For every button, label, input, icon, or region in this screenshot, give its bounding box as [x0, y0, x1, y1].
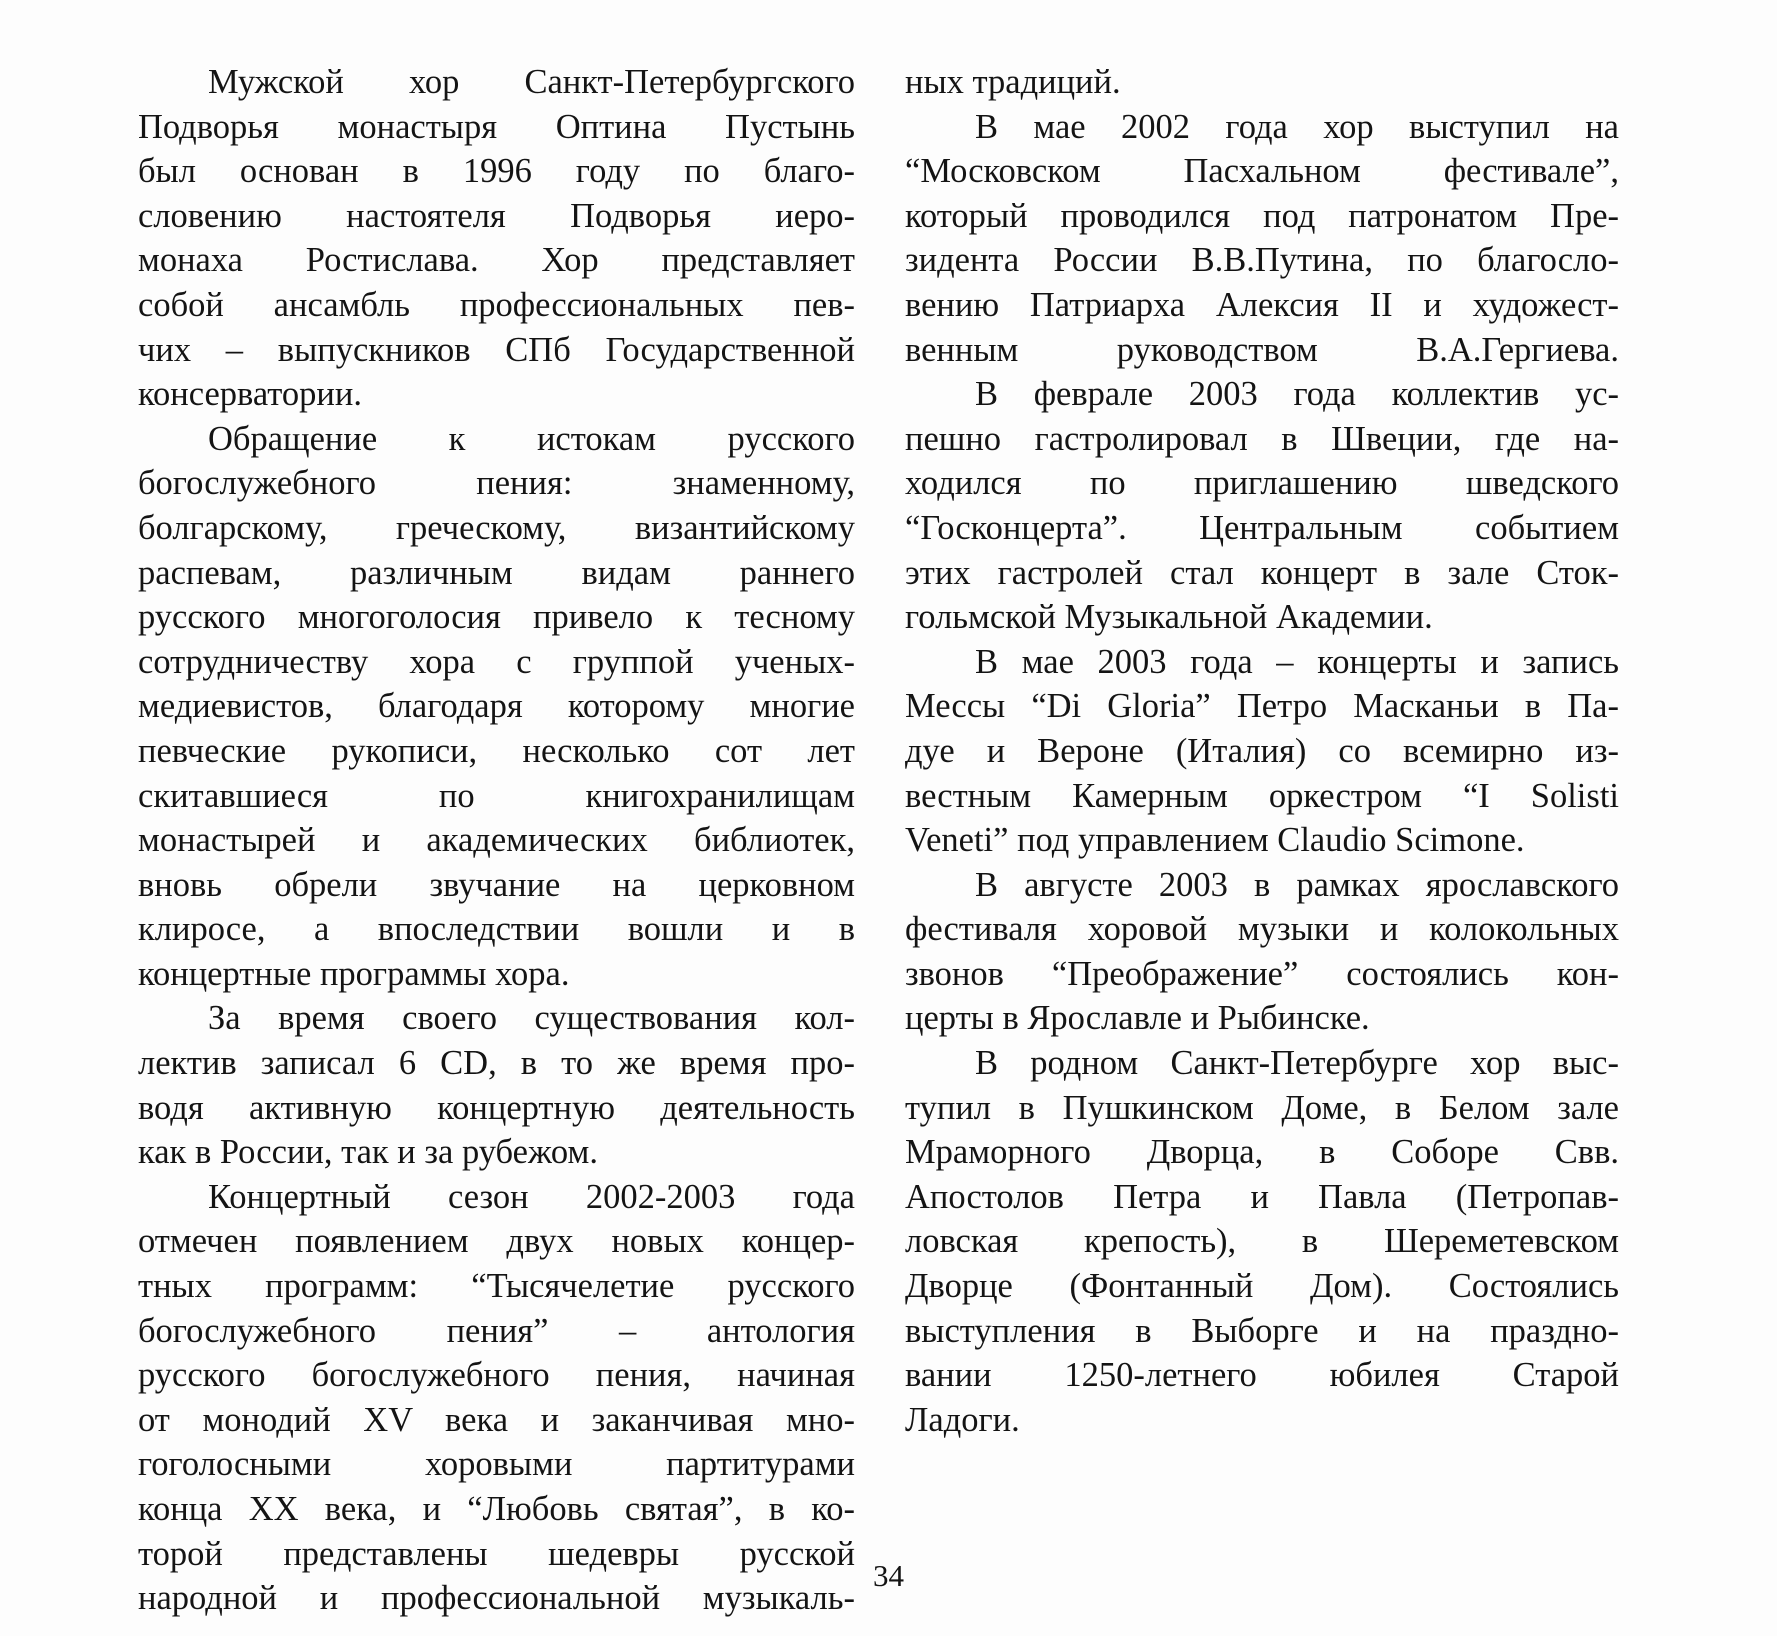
text-line: гольмской Музыкальной Академии. [905, 598, 1433, 637]
text-line: “Московском Пасхальном фестивале”, [905, 152, 1619, 191]
text-line: ходился по приглашению шведского [905, 464, 1619, 503]
text-line: вновь обрели звучание на церковном [138, 865, 855, 904]
text-line: Мужской хор Санкт-Петербургского [208, 63, 855, 101]
text-line: Мессы “Di Gloria” Петро Масканьи в Па- [905, 687, 1619, 726]
text-line: от монодий XV века и заканчивая мно- [138, 1400, 855, 1439]
text-line: вании 1250-летнего юбилея Старой [905, 1356, 1619, 1395]
text-line: клиросе, а впоследствии вошли и в [138, 910, 855, 949]
text-line: выступления в Выборге и на праздно- [905, 1311, 1619, 1350]
text-line: Концертный сезон 2002-2003 года [208, 1177, 855, 1216]
text-line: звонов “Преображение” состоялись кон- [905, 954, 1619, 993]
text-line: Подворья монастыря Оптина Пустынь [138, 107, 855, 146]
text-line: болгарскому, греческому, византийскому [138, 508, 855, 547]
text-line: лектив записал 6 CD, в то же время про- [138, 1044, 855, 1083]
text-line: чих – выпускников СПб Государственной [138, 330, 855, 369]
page-number: 34 [873, 1558, 904, 1593]
text-line: скитавшиеся по книгохранилищам [138, 776, 855, 815]
text-line: В феврале 2003 года коллектив ус- [975, 375, 1619, 414]
text-line: водя активную концертную деятельность [138, 1088, 855, 1127]
text-line: собой ансамбль профессиональных пев- [138, 285, 855, 324]
text-line: тупил в Пушкинском Доме, в Белом зале [905, 1088, 1619, 1127]
text-line: словению настоятеля Подворья иеро- [138, 196, 855, 235]
text-line: торой представлены шедевры русской [138, 1534, 855, 1573]
text-line: ных традиций. [905, 63, 1121, 101]
text-line: “Госконцерта”. Центральным событием [905, 508, 1619, 547]
text-line: Дворце (Фонтанный Дом). Состоялись [905, 1267, 1619, 1306]
text-line: этих гастролей стал концерт в зале Сток- [905, 553, 1619, 592]
text-line: В родном Санкт-Петербурге хор выс- [975, 1044, 1619, 1083]
text-line: вестным Камерным оркестром “I Solisti [905, 776, 1619, 815]
text-line: отмечен появлением двух новых концер- [138, 1222, 855, 1261]
left-text-column [138, 60, 855, 1621]
text-line: пешно гастролировал в Швеции, где на- [905, 419, 1619, 458]
text-line: который проводился под патронатом Пре- [905, 196, 1619, 235]
text-line: Ладоги. [905, 1400, 1020, 1439]
text-line: концертные программы хора. [138, 954, 570, 993]
text-line: медиевистов, благодаря которому многие [138, 687, 855, 726]
text-line: русского богослужебного пения, начиная [138, 1356, 855, 1395]
text-line: венным руководством В.А.Гергиева. [905, 330, 1619, 369]
text-line: тных программ: “Тысячелетие русского [138, 1267, 855, 1306]
text-line: В мае 2002 года хор выступил на [975, 107, 1619, 146]
text-line: народной и профессиональной музыкаль- [138, 1579, 855, 1618]
text-line: зидента России В.В.Путина, по благосло- [905, 241, 1619, 280]
text-line: Veneti” под управлением Claudio Scimone. [905, 821, 1525, 860]
text-line: певческие рукописи, несколько сот лет [138, 731, 855, 770]
text-line: В мае 2003 года – концерты и запись [975, 642, 1619, 681]
text-line: церты в Ярославле и Рыбинске. [905, 999, 1370, 1038]
text-line: вению Патриарха Алексия II и художест- [905, 285, 1619, 324]
text-line: конца XX века, и “Любовь святая”, в ко- [138, 1490, 855, 1528]
text-line: распевам, различным видам раннего [138, 553, 855, 592]
text-line: Мраморного Дворца, в Соборе Свв. [905, 1133, 1619, 1172]
right-text-column [905, 60, 1619, 1442]
text-line: монастырей и академических библиотек, [138, 821, 855, 860]
text-line: монаха Ростислава. Хор представляет [138, 241, 855, 280]
text-line: был основан в 1996 году по благо- [138, 152, 855, 191]
text-line: богослужебного пения: знаменному, [138, 464, 855, 503]
text-line: консерватории. [138, 375, 362, 414]
text-line: гоголосными хоровыми партитурами [138, 1445, 855, 1484]
text-line: как в России, так и за рубежом. [138, 1133, 598, 1172]
text-line: За время своего существования кол- [208, 999, 855, 1038]
text-line: сотрудничеству хора с группой ученых- [138, 642, 855, 681]
text-line: богослужебного пения” – антология [138, 1311, 855, 1350]
text-line: русского многоголосия привело к тесному [138, 598, 855, 637]
text-line: дуе и Вероне (Италия) со всемирно из- [905, 731, 1619, 770]
text-line: ловская крепость), в Шереметевском [905, 1222, 1619, 1261]
text-line: В августе 2003 в рамках ярославского [975, 865, 1619, 904]
text-line: фестиваля хоровой музыки и колокольных [905, 910, 1619, 949]
text-line: Апостолов Петра и Павла (Петропав- [905, 1177, 1619, 1216]
text-line: Обращение к истокам русского [208, 419, 855, 458]
